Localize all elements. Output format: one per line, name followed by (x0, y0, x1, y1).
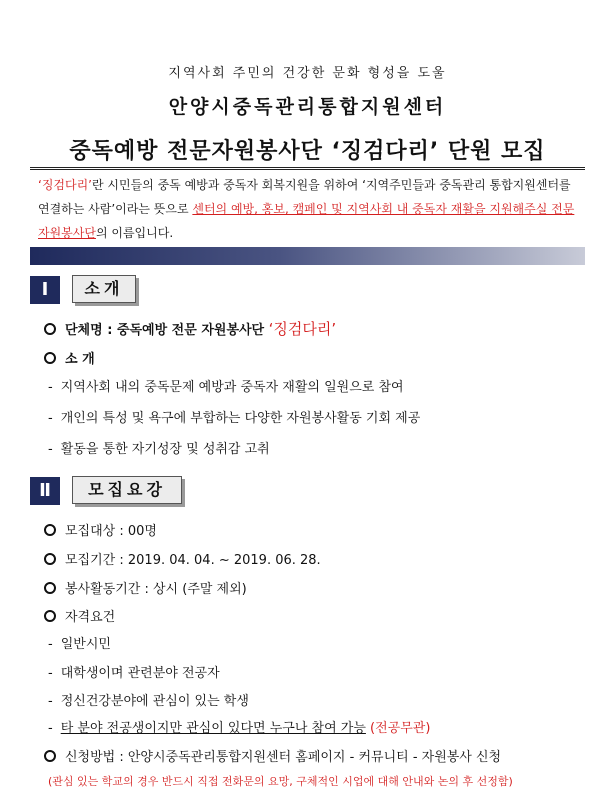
section2-number: Ⅱ (30, 477, 60, 505)
target-line (44, 520, 157, 539)
intro-heading: 소 개 (65, 352, 95, 367)
circle-bullet-icon (44, 524, 56, 536)
header-subtitle: 지역사회 주민의 건강한 문화 형성을 도울 (168, 66, 447, 81)
list-item: - 활동을 통한 자기성장 및 성취감 고취 (48, 442, 270, 457)
intro-heading-line (44, 348, 95, 367)
group-name-line (44, 318, 336, 339)
list-item: - 지역사회 내의 중독문제 예방과 중독자 재활의 일원으로 참여 (48, 380, 404, 395)
title-divider (30, 167, 585, 170)
section2-label: 모집요강 (72, 476, 182, 504)
circle-bullet-icon (44, 750, 56, 762)
list-item-text: 타 분야 전공생이지만 관심이 있다면 누구나 참여 가능 (60, 721, 366, 736)
circle-bullet-icon (44, 352, 56, 364)
intro-text-part1: 란 시민들의 중독 예방과 중독자 회복지원을 위하여 ‘지역주민들과 중독관리 통합지원센터를 연결하는 사람’이라는 뜻으로 (38, 178, 571, 216)
organization-name: 안양시중독관리통합지원센터 (168, 96, 447, 118)
circle-bullet-icon (44, 582, 56, 594)
circle-bullet-icon (44, 553, 56, 565)
major-note: (전공무관) (365, 721, 431, 736)
section1-label: 소개 (72, 275, 136, 303)
period-line (44, 549, 321, 568)
footer-note: (관심 있는 학교의 경우 반드시 직접 전화문의 요망, 구체적인 시업에 대해 안내와 논의 후 선정함) (48, 775, 513, 788)
circle-bullet-icon (44, 323, 56, 335)
list-item: - 개인의 특성 및 욕구에 부합하는 다양한 자원봉사활동 기회 제공 (48, 411, 421, 426)
list-item-text: 대학생이며 관련분야 전공자 (60, 666, 220, 681)
list-item-text: 일반시민 (60, 637, 111, 652)
list-item-text: 활동을 통한 자기성장 및 성취감 고취 (60, 442, 270, 457)
activity-period-line (44, 578, 247, 597)
gradient-divider (30, 247, 585, 265)
intro-quote-name: ‘징검다리’ (38, 178, 92, 192)
page-title: 중독예방 전문자원봉사단 ‘징검다리’ 단원 모집 (69, 139, 546, 164)
list-item: - 일반시민 (48, 637, 111, 652)
list-item: - 타 분야 전공생이지만 관심이 있다면 누구나 참여 가능 (전공무관) (48, 721, 431, 736)
list-item-text: 지역사회 내의 중독문제 예방과 중독자 재활의 일원으로 참여 (60, 380, 404, 395)
qualification-heading-line (44, 606, 115, 625)
intro-highlight: 센터의 예방, 홍보, 캠페인 및 지역사회 내 중독자 재활을 지원해주실 전문자원봉사단 (38, 202, 575, 240)
list-item-text: 개인의 특성 및 욕구에 부합하는 다양한 자원봉사활동 기회 제공 (60, 411, 421, 426)
apply-line (44, 746, 501, 765)
list-item: - 정신건강분야에 관심이 있는 학생 (48, 694, 249, 709)
period-text: 모집기간 : 2019. 04. 04. ~ 2019. 06. 28. (65, 553, 321, 568)
apply-text: 신청방법 : 안양시중독관리통합지원센터 홈페이지 - 커뮤니티 - 자원봉사 신청 (65, 750, 502, 765)
list-item: - 대학생이며 관련분야 전공자 (48, 666, 220, 681)
target-text: 모집대상 : 00명 (65, 524, 157, 539)
list-item-text: 정신건강분야에 관심이 있는 학생 (60, 694, 249, 709)
qualification-heading: 자격요건 (65, 610, 116, 625)
intro-paragraph (38, 173, 578, 245)
intro-text-part2: 의 이름입니다. (95, 226, 174, 240)
circle-bullet-icon (44, 610, 56, 622)
group-name-label: 단체명 : 중독예방 전문 자원봉사단 (65, 323, 269, 338)
group-name-value: ‘징검다리’ (268, 320, 337, 338)
activity-period-text: 봉사활동기간 : 상시 (주말 제외) (65, 582, 247, 597)
section1-number: Ⅰ (30, 276, 60, 304)
